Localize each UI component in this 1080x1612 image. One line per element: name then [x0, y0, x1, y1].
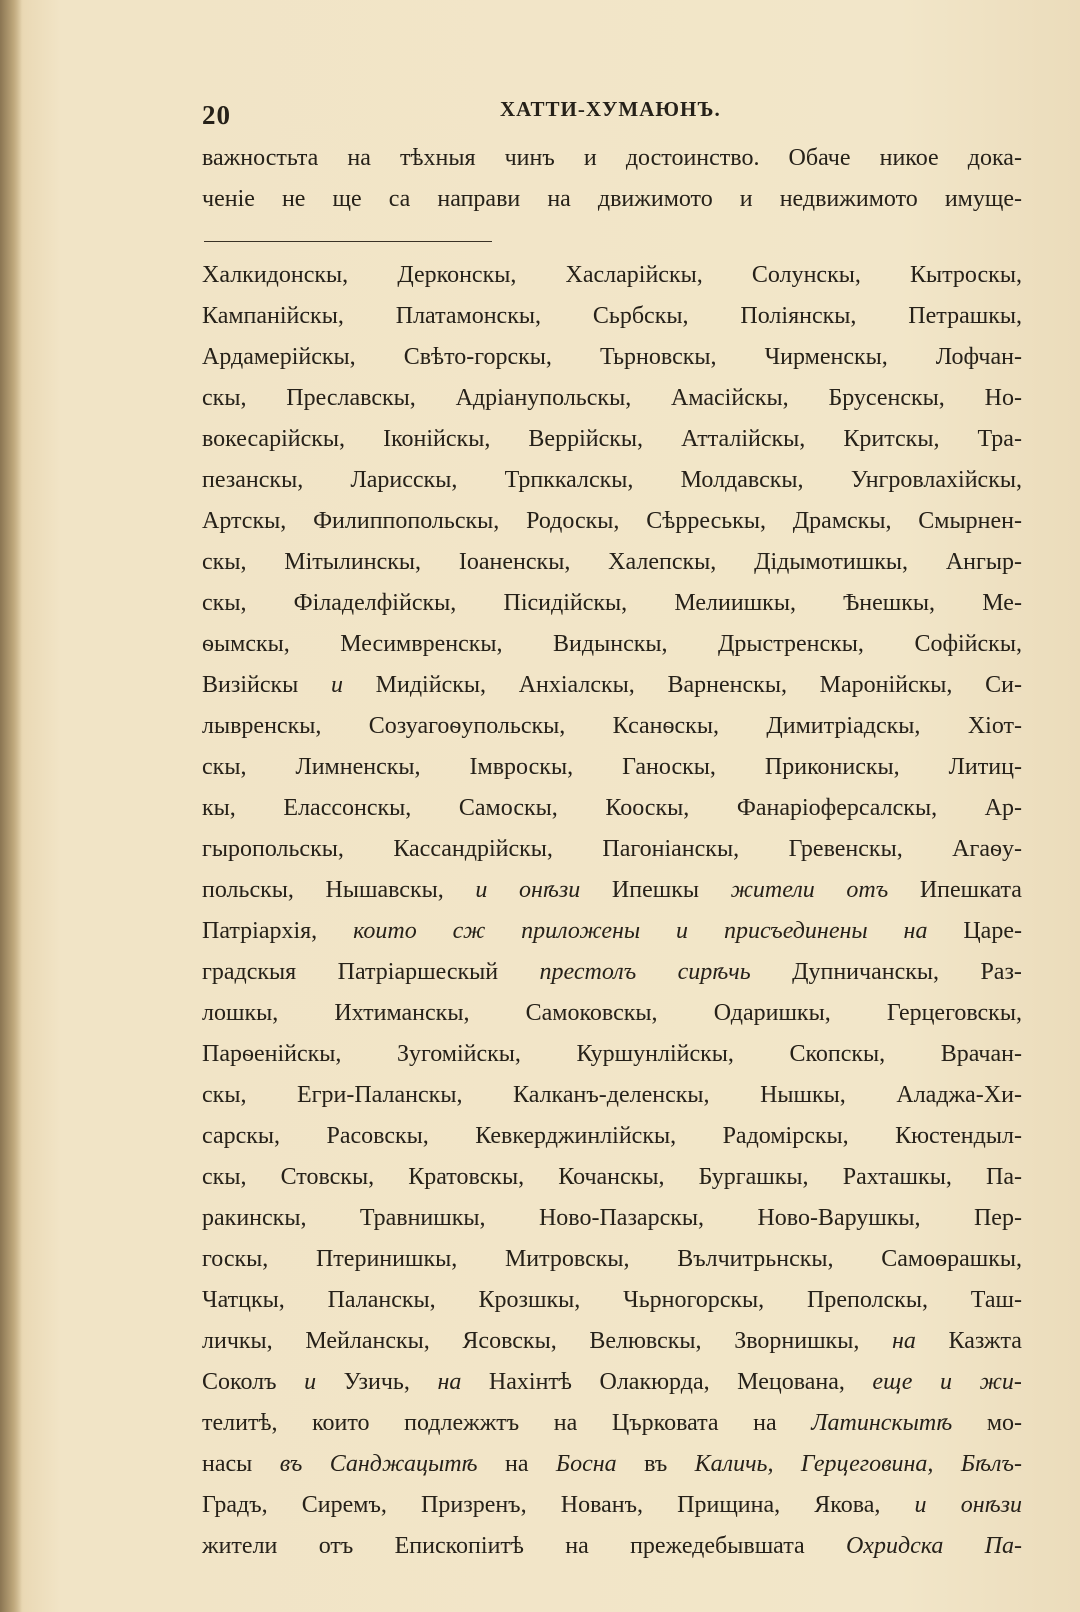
text-line: [202, 460, 1022, 501]
text-line: [202, 583, 1022, 624]
text-line: [202, 1321, 1022, 1362]
word: въ: [644, 1451, 668, 1477]
word: на: [553, 1410, 578, 1436]
word: Па-: [984, 1533, 1022, 1559]
word: лошкы,: [202, 1000, 279, 1026]
word: Чьрногорскы,: [623, 1287, 765, 1313]
text-line: [202, 1444, 1022, 1485]
word: Пісидійскы,: [503, 590, 628, 616]
word: Кампанійскы,: [202, 303, 344, 329]
word: Санджацытѣ: [329, 1451, 478, 1477]
word: Халкидонскы,: [202, 262, 349, 288]
word: Крозшкы,: [478, 1287, 581, 1313]
word: сирѣчь: [677, 959, 751, 985]
word: недвижимото: [779, 186, 918, 212]
word: Травнишкы,: [359, 1205, 486, 1231]
word: Рахташкы,: [842, 1164, 952, 1190]
word: Митровскы,: [504, 1246, 630, 1272]
word: Скопскы,: [789, 1041, 886, 1067]
text-line: [202, 870, 1022, 911]
word: Кочанскы,: [558, 1164, 665, 1190]
word: Мейланскы,: [305, 1328, 430, 1354]
word: Олакюрда,: [599, 1369, 710, 1395]
word: Градъ,: [202, 1492, 268, 1518]
text-line: [202, 1526, 1022, 1567]
word: ще: [332, 186, 362, 212]
word: Кассандрійскы,: [393, 836, 553, 862]
word: Пер-: [973, 1205, 1022, 1231]
word: на: [903, 918, 928, 944]
text-line: [202, 1280, 1022, 1321]
word: Узичь,: [343, 1369, 410, 1395]
word: скы,: [202, 549, 247, 575]
word: Латинскытѣ: [811, 1410, 953, 1436]
word: Па-: [985, 1164, 1022, 1190]
word: Соколъ: [202, 1369, 277, 1395]
page-number: 20: [202, 100, 231, 130]
word: Созуагоѳупольскы,: [368, 713, 566, 739]
word: които: [312, 1410, 370, 1436]
word: Атталійскы,: [681, 426, 806, 452]
word: Платамонскы,: [395, 303, 541, 329]
word: Призренъ,: [421, 1492, 527, 1518]
word: Стовскы,: [280, 1164, 375, 1190]
word: Царе-: [963, 918, 1022, 944]
word: на: [547, 186, 571, 212]
word: Гревенскы,: [788, 836, 903, 862]
word: Ардамерійскы,: [202, 344, 356, 370]
word: Лимненскы,: [295, 754, 421, 780]
text-line: [202, 296, 1022, 337]
word: Іоаненскы,: [458, 549, 571, 575]
footnote-separator-rule: [204, 241, 492, 242]
word: еще: [872, 1369, 913, 1395]
word: въ: [279, 1451, 303, 1477]
word: Расовскы,: [326, 1123, 429, 1149]
word: сарскы,: [202, 1123, 281, 1149]
word: Анхіалскы,: [518, 672, 635, 698]
running-title: ХАТТИ-ХУМАЮНЪ.: [500, 97, 721, 121]
word: Молдавскы,: [680, 467, 804, 493]
text-line: [202, 378, 1022, 419]
word: Самоѳрашкы,: [881, 1246, 1022, 1272]
word: имуще-: [944, 186, 1022, 212]
word: Дрыстренскы,: [718, 631, 864, 657]
word: Ихтиманскы,: [334, 1000, 470, 1026]
word: Егри-Паланскы,: [297, 1082, 463, 1108]
word: Нахінтѣ: [488, 1369, 572, 1395]
word: Обаче: [788, 145, 851, 171]
word: Охридска: [845, 1533, 944, 1559]
text-line: [202, 1034, 1022, 1075]
word: присъединены: [723, 918, 868, 944]
word: Ангыр-: [945, 549, 1022, 575]
word: ракинскы,: [202, 1205, 307, 1231]
word: на: [891, 1328, 916, 1354]
word: отъ: [846, 877, 889, 903]
text-line: [202, 911, 1022, 952]
text-line: [202, 1362, 1022, 1403]
word: онѣзи: [518, 877, 581, 903]
word: Тьрновскы,: [599, 344, 717, 370]
word: и: [583, 145, 597, 171]
text-line: [202, 255, 1022, 296]
word: Самоскы,: [458, 795, 558, 821]
text-line: [202, 179, 1022, 220]
word: Прищина,: [677, 1492, 781, 1518]
word: Хіот-: [967, 713, 1022, 739]
word: на: [504, 1451, 529, 1477]
word: Мітылинскы,: [284, 549, 422, 575]
word: Родоскы,: [526, 508, 620, 534]
word: Парѳенійскы,: [202, 1041, 342, 1067]
word: лывренскы,: [202, 713, 322, 739]
word: скы,: [202, 590, 247, 616]
word: на: [437, 1369, 462, 1395]
text-line: [202, 1198, 1022, 1239]
word: градскыя: [202, 959, 297, 985]
word: Ар-: [984, 795, 1022, 821]
text-line: [202, 1403, 1022, 1444]
word: насы: [202, 1451, 253, 1477]
word: Чирменскы,: [764, 344, 888, 370]
word: Куршунлійскы,: [576, 1041, 734, 1067]
word: Трпккалскы,: [504, 467, 634, 493]
word: скы,: [202, 754, 247, 780]
word: Таш-: [970, 1287, 1022, 1313]
word: Епископіитѣ: [394, 1533, 524, 1559]
word: дока-: [967, 145, 1022, 171]
word: Преславскы,: [286, 385, 416, 411]
word: не: [281, 186, 306, 212]
word: никое: [879, 145, 939, 171]
word: Тра-: [977, 426, 1022, 452]
word: и: [940, 1369, 953, 1395]
word: Філаделфійскы,: [293, 590, 457, 616]
word: Димитріадскы,: [766, 713, 921, 739]
word: Нышавскы,: [325, 877, 444, 903]
word: и: [304, 1369, 317, 1395]
word: Мелиишкы,: [674, 590, 796, 616]
word: Велювскы,: [589, 1328, 702, 1354]
word: прежедебывшата: [630, 1533, 805, 1559]
word: на: [753, 1410, 777, 1436]
word: приложены: [521, 918, 641, 944]
word: Приконискы,: [764, 754, 900, 780]
word: Ясовскы,: [462, 1328, 557, 1354]
word: Адріанупольскы,: [455, 385, 632, 411]
word: Кооскы,: [605, 795, 690, 821]
text-line: [202, 542, 1022, 583]
word: Ново-Пазарскы,: [538, 1205, 705, 1231]
word: госкы,: [202, 1246, 269, 1272]
word: и: [330, 672, 343, 698]
word: важностьта: [202, 145, 319, 171]
word: скы,: [202, 1164, 247, 1190]
footnote-list-of-dioceses: [202, 255, 1022, 1567]
word: Агаѳу-: [952, 836, 1022, 862]
text-line: [202, 624, 1022, 665]
word: Раз-: [980, 959, 1022, 985]
word: онѣзи: [960, 1492, 1022, 1518]
word: Но-: [984, 385, 1022, 411]
word: чинъ: [504, 145, 555, 171]
word: Сѣрреськы,: [646, 508, 766, 534]
word: Литиц-: [948, 754, 1022, 780]
word: Поліянскы,: [740, 303, 857, 329]
word: Ново-Варушкы,: [757, 1205, 921, 1231]
word: Якова,: [814, 1492, 881, 1518]
word: вокесарійскы,: [202, 426, 346, 452]
word: Ѣнешкы,: [843, 590, 936, 616]
word: Радомірскы,: [722, 1123, 849, 1149]
word: Ипешкы: [611, 877, 699, 903]
text-line: [202, 1485, 1022, 1526]
word: Герцеговскы,: [886, 1000, 1022, 1026]
word: Сьрбскы,: [592, 303, 689, 329]
word: Зворнишкы,: [734, 1328, 860, 1354]
word: Чатцкы,: [202, 1287, 285, 1313]
word: Сиремъ,: [301, 1492, 387, 1518]
word: Нованъ,: [560, 1492, 643, 1518]
word: Дідымотишкы,: [754, 549, 908, 575]
word: Елассонскы,: [283, 795, 412, 821]
word: Мидійскы,: [375, 672, 486, 698]
word: Кевкерджинлійскы,: [475, 1123, 677, 1149]
word: Веррійскы,: [528, 426, 644, 452]
word: Преполскы,: [807, 1287, 928, 1313]
word: на: [347, 145, 371, 171]
word: са: [388, 186, 411, 212]
word: тѣхныя: [399, 145, 476, 171]
word: и: [676, 918, 689, 944]
word: Месимвренскы,: [340, 631, 503, 657]
word: Бѣлъ-: [960, 1451, 1022, 1477]
word: Зугомійскы,: [396, 1041, 521, 1067]
word: Казжта: [948, 1328, 1022, 1354]
word: пезанскы,: [202, 467, 304, 493]
word: Ксанѳскы,: [612, 713, 719, 739]
word: жители: [730, 877, 815, 903]
word: Халепскы,: [608, 549, 717, 575]
word: Артскы,: [202, 508, 287, 534]
word: Фанаріоферсалскы,: [736, 795, 938, 821]
word: Дупничанскы,: [792, 959, 940, 985]
word: Нышкы,: [760, 1082, 846, 1108]
word: ченіе: [202, 186, 255, 212]
word: Видынскы,: [553, 631, 668, 657]
word: Одаришкы,: [713, 1000, 831, 1026]
text-line: [202, 1239, 1022, 1280]
word: польскы,: [202, 877, 294, 903]
word: подлежжтъ: [404, 1410, 520, 1436]
word: Кратовскы,: [408, 1164, 525, 1190]
word: мо-: [986, 1410, 1022, 1436]
word: Дерконскы,: [397, 262, 517, 288]
text-line: [202, 829, 1022, 870]
word: Лофчан-: [935, 344, 1022, 370]
word: и: [739, 186, 753, 212]
word: Герцеговина,: [800, 1451, 934, 1477]
word: Софійскы,: [914, 631, 1022, 657]
word: скы,: [202, 1082, 247, 1108]
word: Филиппопольскы,: [313, 508, 500, 534]
text-line: [202, 993, 1022, 1034]
word: Ипешката: [919, 877, 1022, 903]
text-line: [202, 419, 1022, 460]
word: Църковата: [611, 1410, 719, 1436]
word: Критскы,: [843, 426, 940, 452]
word: които: [353, 918, 417, 944]
word: Калканъ-деленскы,: [513, 1082, 710, 1108]
text-line: [202, 138, 1022, 179]
word: Кюстендыл-: [895, 1123, 1022, 1149]
word: Свѣто-горскы,: [403, 344, 552, 370]
word: Драмскы,: [792, 508, 892, 534]
page-binding-edge: [0, 0, 22, 1612]
word: Паланскы,: [327, 1287, 436, 1313]
word: Визійскы: [202, 672, 299, 698]
word: Ме-: [982, 590, 1022, 616]
text-line: [202, 1157, 1022, 1198]
word: движимото: [597, 186, 713, 212]
word: Петрашкы,: [908, 303, 1022, 329]
word: Самоковскы,: [525, 1000, 658, 1026]
word: Врачан-: [940, 1041, 1022, 1067]
text-line: [202, 665, 1022, 706]
word: и: [475, 877, 488, 903]
text-line: [202, 952, 1022, 993]
word: отъ: [318, 1533, 354, 1559]
word: Ганоскы,: [622, 754, 716, 780]
word: телитѣ,: [202, 1410, 278, 1436]
word: Іконійскы,: [383, 426, 491, 452]
continued-paragraph: [202, 138, 1022, 220]
word: кы,: [202, 795, 236, 821]
word: скы,: [202, 385, 247, 411]
word: Смырнен-: [918, 508, 1022, 534]
word: на: [565, 1533, 589, 1559]
text-line: [202, 706, 1022, 747]
text-line: [202, 1075, 1022, 1116]
word: Амасійскы,: [671, 385, 789, 411]
word: Каличь,: [694, 1451, 774, 1477]
text-line: [202, 337, 1022, 378]
word: жи-: [979, 1369, 1022, 1395]
word: Маронійскы,: [819, 672, 953, 698]
text-line: [202, 1116, 1022, 1157]
word: престолъ: [539, 959, 637, 985]
text-line: [202, 747, 1022, 788]
word: Варненскы,: [667, 672, 787, 698]
word: сж: [452, 918, 486, 944]
word: жители: [202, 1533, 278, 1559]
word: Мецована,: [737, 1369, 845, 1395]
word: ѳымскы,: [202, 631, 290, 657]
word: Си-: [985, 672, 1022, 698]
word: Ларисскы,: [350, 467, 458, 493]
word: Солунскы,: [751, 262, 861, 288]
word: достоинство.: [625, 145, 760, 171]
word: Птеринишкы,: [315, 1246, 458, 1272]
word: Аладжа-Хи-: [896, 1082, 1022, 1108]
word: Унгровлахійскы,: [850, 467, 1022, 493]
text-line: [202, 788, 1022, 829]
text-line: [202, 501, 1022, 542]
word: гыропольскы,: [202, 836, 344, 862]
word: Босна: [555, 1451, 617, 1477]
word: Хасларійскы,: [565, 262, 703, 288]
word: Пагоніанскы,: [602, 836, 740, 862]
word: Бургашкы,: [698, 1164, 809, 1190]
word: Патріархія,: [202, 918, 318, 944]
word: и: [914, 1492, 927, 1518]
word: Патріаршескый: [337, 959, 499, 985]
word: Імвроскы,: [469, 754, 574, 780]
word: Кытроскы,: [910, 262, 1022, 288]
word: личкы,: [202, 1328, 273, 1354]
word: Брусенскы,: [828, 385, 945, 411]
word: Вълчитрьнскы,: [677, 1246, 834, 1272]
word: направи: [437, 186, 521, 212]
